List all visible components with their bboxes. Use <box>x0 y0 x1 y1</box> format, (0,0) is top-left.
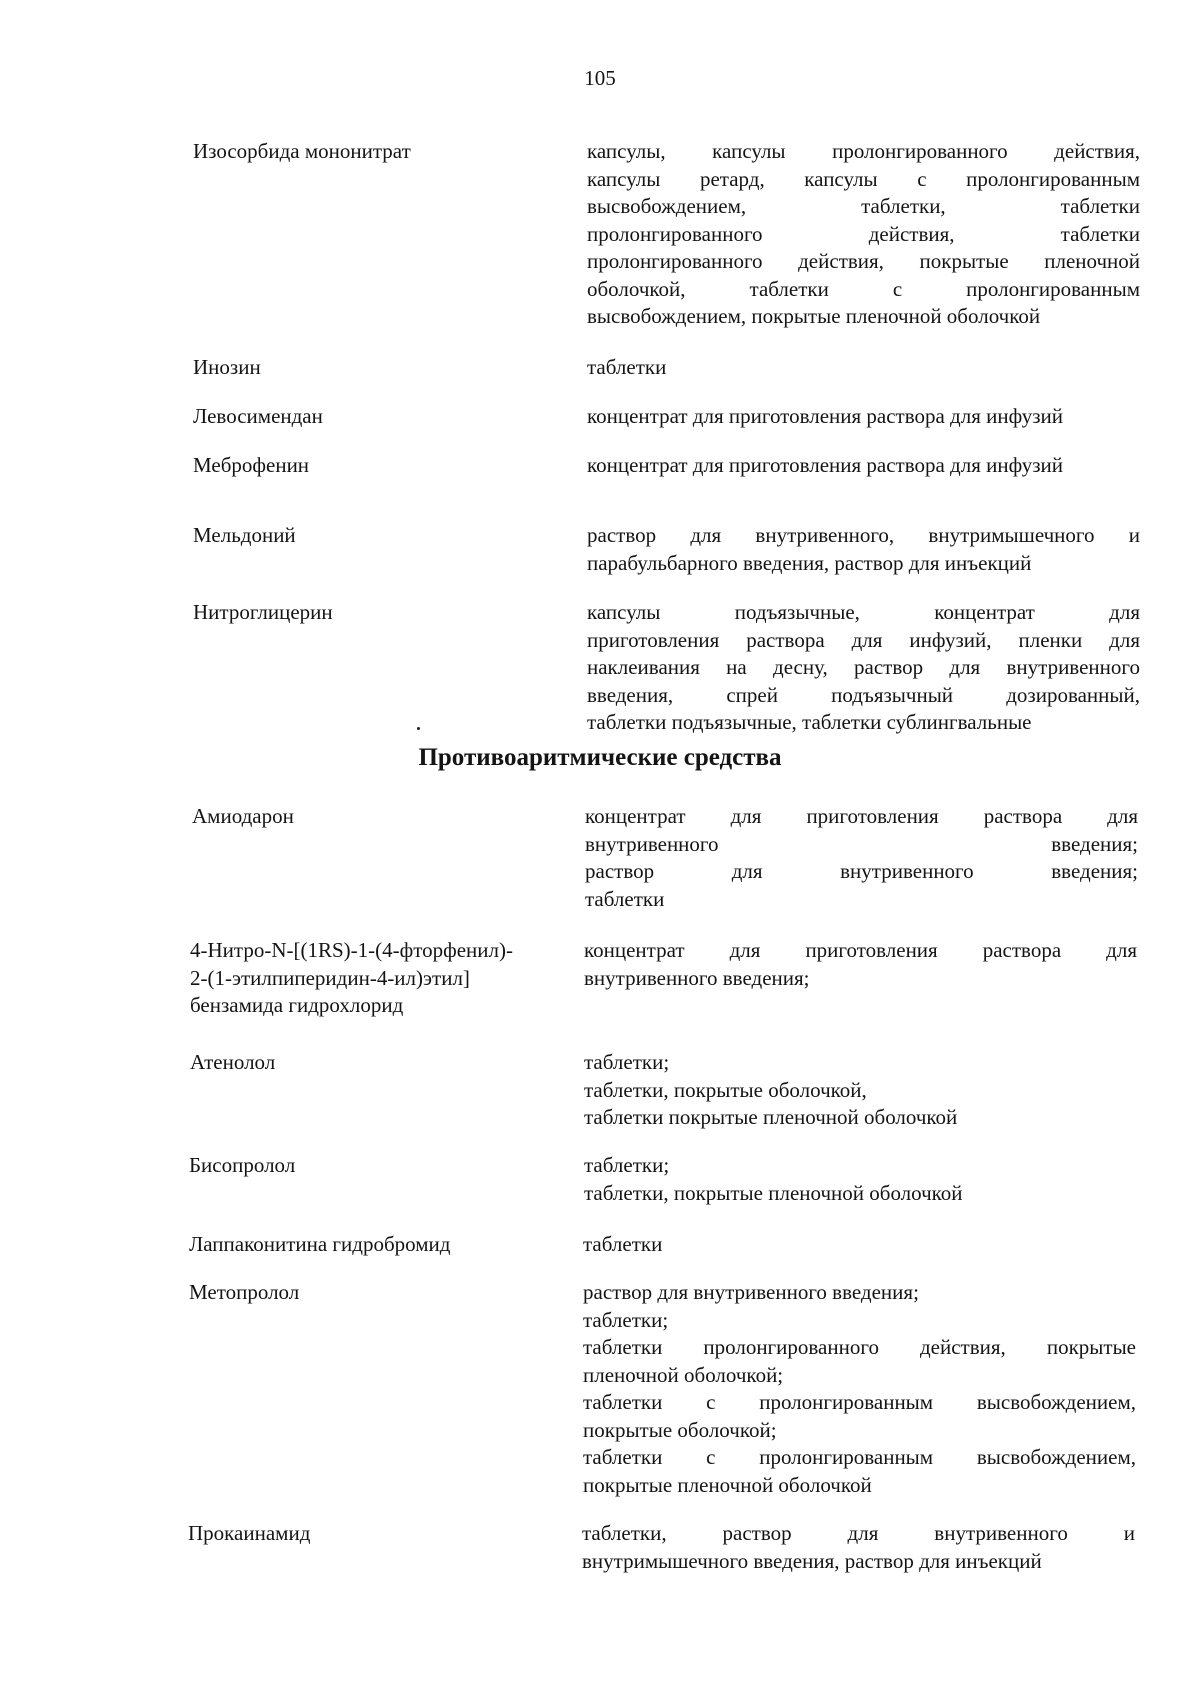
dosage-line: таблетки с пролонгированным высвобождением, <box>583 1390 1136 1414</box>
dosage-line: таблетки; <box>584 1153 670 1177</box>
dosage-line: таблетки, раствор для внутривенного и <box>582 1521 1135 1545</box>
dosage-line: покрытые оболочкой; <box>583 1417 777 1442</box>
dosage-line: таблетки пролонгированного действия, покрытые <box>583 1335 1136 1359</box>
dosage-line: таблетки <box>585 886 665 911</box>
dosage-line: таблетки <box>583 1232 663 1256</box>
drug-name: Меброфенин <box>193 453 310 477</box>
dosage-line: таблетки подъязычные, таблетки сублингвальные <box>587 710 1032 734</box>
section-heading: Противоаритмические средства <box>418 744 782 771</box>
dosage-line: концентрат для приготовления раствора для инфузий <box>587 404 1063 428</box>
dosage-line: таблетки; <box>584 1050 670 1074</box>
dosage-line: таблетки, покрытые пленочной оболочкой <box>584 1180 963 1205</box>
dosage-forms <box>587 354 1140 382</box>
dosage-line: оболочкой, таблетки с пролонгированным <box>587 276 1140 301</box>
dosage-line: таблетки; <box>583 1307 669 1332</box>
dosage-forms <box>587 403 1140 431</box>
drug-name: Мельдоний <box>193 523 296 547</box>
dosage-line: капсулы подъязычные, концентрат для <box>587 600 1140 624</box>
drug-name: Бисопролол <box>189 1153 296 1177</box>
drug-name: Амиодарон <box>192 804 294 828</box>
dosage-line: введения, спрей подъязычный дозированный, <box>587 682 1140 707</box>
dosage-forms <box>584 1049 1137 1132</box>
dosage-line: таблетки <box>587 355 667 379</box>
dosage-line: раствор для внутривенного введения; <box>583 1280 919 1304</box>
dosage-line: внутривенного введения; <box>584 965 810 990</box>
drug-name: Изосорбида мононитрат <box>193 139 411 163</box>
drug-name: Инозин <box>193 355 261 379</box>
dosage-forms <box>584 1152 1137 1207</box>
stray-dot <box>417 727 420 730</box>
dosage-line: пролонгированного действия, таблетки <box>587 221 1140 246</box>
dosage-forms <box>583 1279 1136 1499</box>
dosage-forms <box>585 803 1138 913</box>
dosage-line: таблетки покрытые пленочной оболочкой <box>584 1105 958 1129</box>
drug-name: 4-Нитро-N-[(1RS)-1-(4-фторфенил)- 2-(1-этилпиперидин-4-ил)этил] бензамида гидрохлорид <box>190 938 513 1017</box>
drug-name: Левосимендан <box>193 404 323 428</box>
dosage-line: внутривенного введения; <box>585 831 1138 856</box>
dosage-forms <box>584 937 1137 992</box>
page-number: 105 <box>584 66 616 90</box>
dosage-line: пролонгированного действия, покрытые пленочной <box>587 249 1140 273</box>
drug-name: Прокаинамид <box>188 1521 311 1545</box>
dosage-forms <box>587 599 1140 737</box>
dosage-line: высвобождением, покрытые пленочной оболочкой <box>587 304 1041 328</box>
drug-name: Атенолол <box>190 1050 276 1074</box>
dosage-forms <box>587 522 1140 577</box>
dosage-line: таблетки с пролонгированным высвобождением, <box>583 1445 1136 1469</box>
dosage-line: высвобождением, таблетки, таблетки <box>587 194 1140 218</box>
dosage-forms <box>587 138 1140 331</box>
dosage-line: парабульбарного введения, раствор для инъекций <box>587 550 1032 575</box>
dosage-line: пленочной оболочкой; <box>583 1362 784 1387</box>
dosage-line: таблетки, покрытые оболочкой, <box>584 1077 867 1102</box>
dosage-line: раствор для внутривенного введения; <box>585 859 1138 883</box>
dosage-forms <box>583 1231 1136 1259</box>
dosage-line: капсулы ретард, капсулы с пролонгированным <box>587 166 1140 191</box>
dosage-forms <box>582 1520 1135 1575</box>
dosage-line: капсулы, капсулы пролонгированного действия, <box>587 139 1140 163</box>
dosage-line: внутримышечного введения, раствор для инъекций <box>582 1548 1042 1573</box>
dosage-line: наклеивания на десну, раствор для внутривенного <box>587 655 1140 679</box>
dosage-forms <box>587 452 1140 480</box>
drug-name: Метопролол <box>189 1280 300 1304</box>
dosage-line: раствор для внутривенного, внутримышечного и <box>587 523 1140 547</box>
drug-name: Лаппаконитина гидробромид <box>189 1232 451 1256</box>
dosage-line: приготовления раствора для инфузий, пленки для <box>587 627 1140 652</box>
dosage-line: концентрат для приготовления раствора для <box>584 938 1137 962</box>
drug-name: Нитроглицерин <box>193 600 333 624</box>
dosage-line: концентрат для приготовления раствора для <box>585 804 1138 828</box>
dosage-line: покрытые пленочной оболочкой <box>583 1472 872 1497</box>
dosage-line: концентрат для приготовления раствора для инфузий <box>587 453 1063 477</box>
